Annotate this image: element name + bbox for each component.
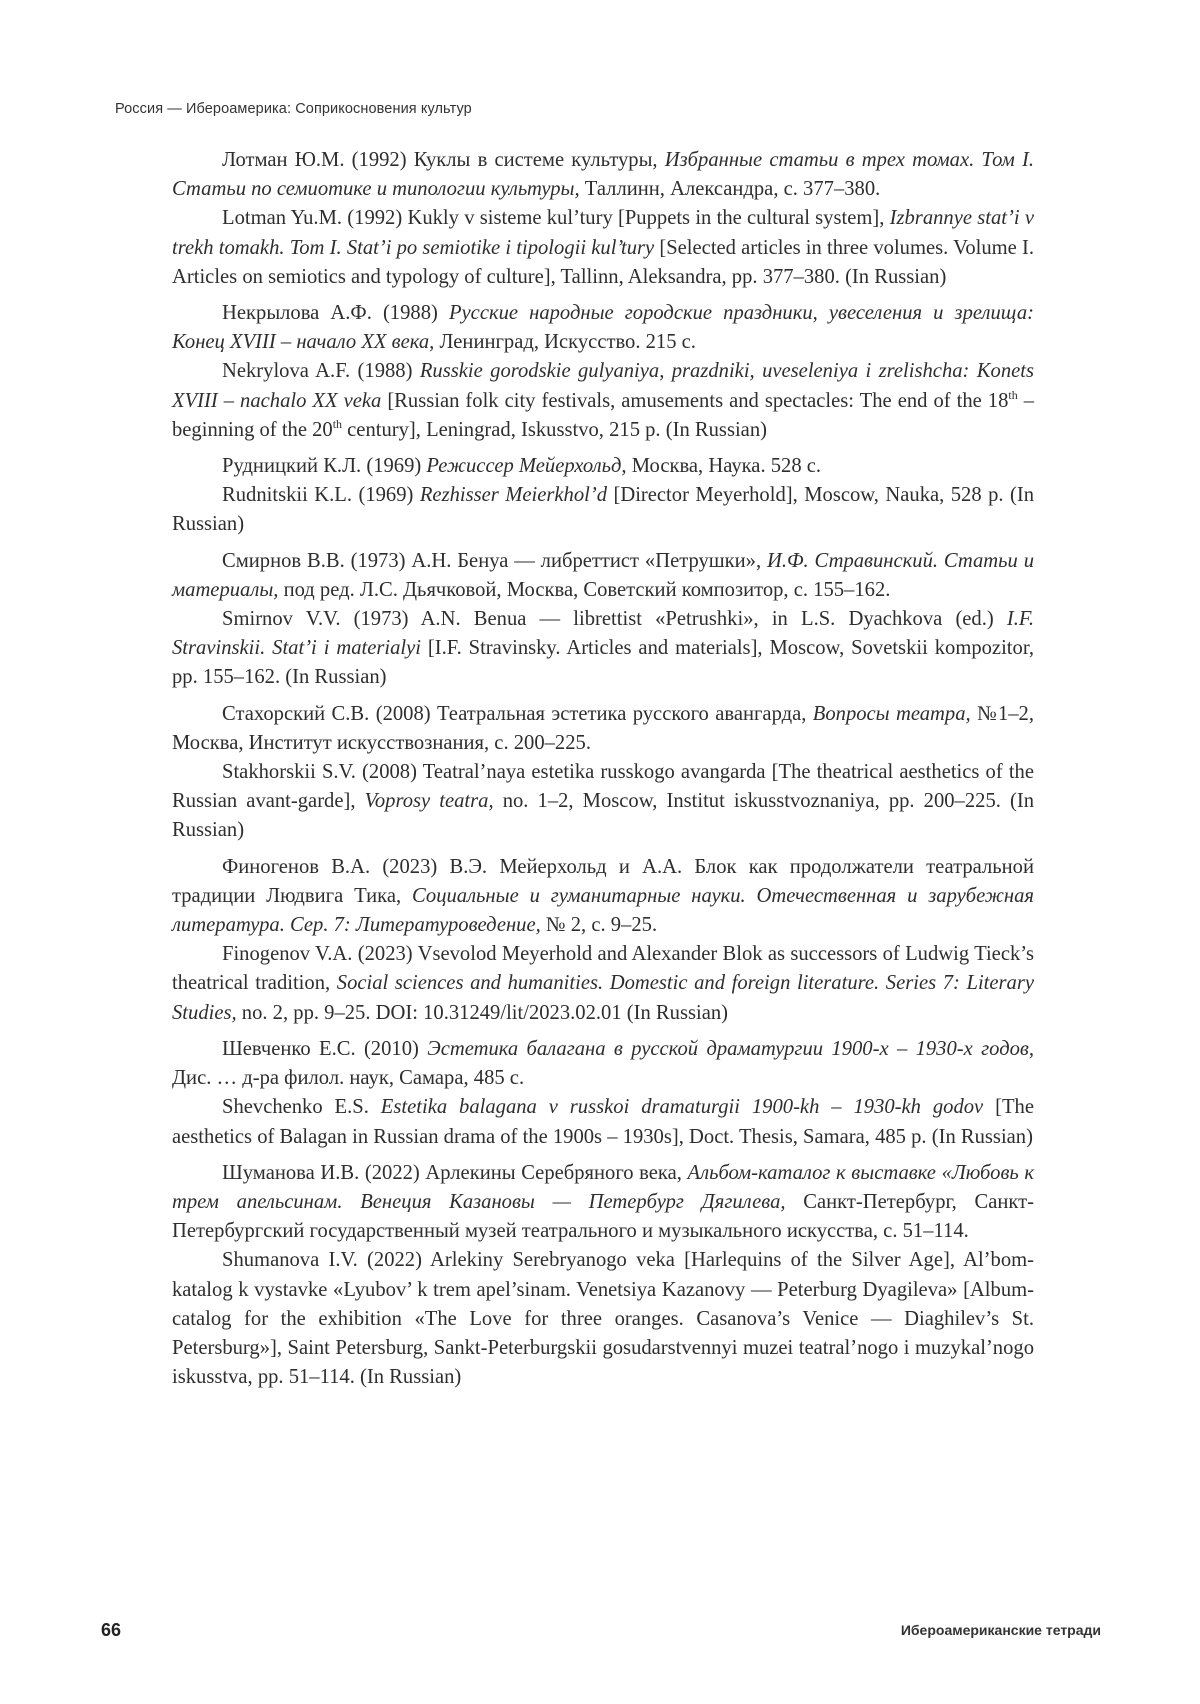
reference-group <box>172 547 1034 693</box>
reference-text: – beginning of the 20 <box>172 390 1034 441</box>
reference-text: Дис. … д-ра филол. наук, Самара, 485 с. <box>172 1067 524 1089</box>
reference-text: no. 1–2, Moscow, Institut iskusstvoznaniya, pp. 200–225. (In Russian) <box>172 790 1034 841</box>
reference-text: под ред. Л.С. Дьячковой, Москва, Советский композитор, с. 155–162. <box>278 579 890 601</box>
italic-title: Izbrannye stat’i v trekh tomakh. Tom I. Stat’i po semiotike i tipologii kul’tury <box>172 207 1034 258</box>
italic-title: Russkie gorodskie gulyaniya, prazdniki, uveseleniya i zrelishcha: Konets XVIII – nachalo XX veka <box>172 360 1034 411</box>
italic-title: Русские народные городские праздники, увеселения и зрелища: Конец XVIII – начало XX века, <box>172 302 1034 353</box>
italic-title: Estetika balagana v russkoi dramaturgii 1900-kh – 1930-kh godov <box>381 1096 983 1118</box>
superscript: th <box>1008 388 1017 402</box>
reference-group <box>172 700 1034 846</box>
reference-text: Shumanova I.V. (2022) Arlekiny Serebryanogo veka [Harlequins of the Silver Age], Al’bom-katalog k vystavke «Lyubov’ k trem apel’sinam. Venetsiya Kazanovy — Peterburg Dy­agileva» [Album-catalog for the exhibition «The Love for three oranges. Casanova’s Venice — Diaghilev’s St. Petersburg»], Saint Petersburg, Sankt-Peterburgskii gosudarstvennyi muzei tea­tral’nogo i muzykal’nogo iskusstva, pp. 51–114. (In Russian) <box>172 1249 1034 1388</box>
italic-title: Social sciences and humanities. Domestic and foreign literature. Se­ries 7: Literary Studies, <box>172 972 1034 1023</box>
reference-entry-transliterated <box>172 204 1034 292</box>
reference-text: Rudnitskii K.L. (1969) <box>222 484 420 506</box>
reference-group <box>172 299 1034 445</box>
reference-entry-transliterated <box>172 940 1034 1028</box>
reference-text: [I.F. Stravinsky. Articles and materials], Moscow, Sovetskii kompozitor, pp. 155–162. (In Russian) <box>172 637 1034 688</box>
reference-entry-original <box>172 1035 1034 1093</box>
italic-title: Вопросы театра, <box>813 703 971 725</box>
reference-text: Финогенов В.А. (2023) В.Э. Мейерхольд и А.А. Блок как продолжатели театральной традиции Людвига Тика, <box>172 856 1034 907</box>
italic-title: И.Ф. Стравинский. Статьи и материалы, <box>172 550 1034 601</box>
reference-entry-transliterated <box>172 605 1034 693</box>
reference-text: [Russian folk city festivals, amusements and spectacles: The end of the 18 <box>381 390 1008 412</box>
reference-text: Ленинград, Искусство. 215 с. <box>434 331 696 353</box>
italic-title: I.F. Stravinskii. Stat’i i materialyi <box>172 608 1034 659</box>
reference-entry-transliterated <box>172 357 1034 445</box>
reference-entry-original <box>172 547 1034 605</box>
reference-text: Шуманова И.В. (2022) Арлекины Серебряного века, <box>222 1162 688 1184</box>
reference-entry-original <box>172 146 1034 204</box>
reference-entry-original <box>172 1159 1034 1247</box>
reference-group <box>172 1035 1034 1152</box>
reference-text: Shevchenko E.S. <box>222 1096 381 1118</box>
reference-text: Lotman Yu.M. (1992) Kukly v sisteme kul’tury [Puppets in the cultural system], <box>222 207 890 229</box>
reference-text: no. 2, pp. 9–25. DOI: 10.31249/lit/2023.02.01 (In Russian) <box>237 1002 728 1024</box>
reference-group <box>172 1159 1034 1393</box>
reference-text: Лотман Ю.М. (1992) Куклы в системе культуры, <box>222 149 665 171</box>
reference-list <box>172 146 1034 1399</box>
reference-text: Рудницкий К.Л. (1969) <box>222 455 426 477</box>
italic-title: Режиссер Мейерхольд, <box>426 455 626 477</box>
italic-title: Альбом-каталог к выставке «Любовь к трем апельсинам. Венеция Казановы — Петербург Дягилева, <box>172 1162 1034 1213</box>
reference-entry-original <box>172 853 1034 941</box>
reference-text: [Selected articles in three vol­umes. Volume I. Articles on semiotics and typology of culture], Tallinn, Aleksandra, pp. 377–380. (In Russian) <box>172 237 1034 288</box>
reference-text: Nekrylova A.F. (1988) <box>222 360 420 382</box>
reference-text: №1–2, Москва, Институт искусствознания, с. 200–225. <box>172 703 1034 754</box>
journal-title: Ибероамериканские тетради <box>901 1622 1101 1638</box>
reference-text: Шевченко Е.С. (2010) <box>222 1038 427 1060</box>
reference-text: [Director Meyerhold], Moscow, Nauka, 528 p. (In Russian) <box>172 484 1034 535</box>
italic-title: Rezhisser Meierkhol’d <box>420 484 607 506</box>
reference-text: Москва, Наука. 528 с. <box>627 455 822 477</box>
italic-title: Социальные и гуманитарные науки. Отечественная и зарубежная литература. Сер. 7: Литературоведение, <box>172 885 1034 936</box>
reference-text: Смирнов В.В. (1973) А.Н. Бенуа — либреттист «Петрушки», <box>222 550 767 572</box>
reference-text: century], Leningrad, Iskusstvo, 215 p. (In Russian) <box>342 419 767 441</box>
reference-entry-transliterated <box>172 1246 1034 1392</box>
reference-entry-original <box>172 700 1034 758</box>
reference-text: Stakhorskii S.V. (2008) Teatral’naya estetika russkogo avangarda [The theatrical aesthet­ics of the Russian avant-garde], <box>172 761 1034 812</box>
reference-entry-transliterated <box>172 1093 1034 1151</box>
reference-text: Таллинн, Александра, с. 377–380. <box>580 178 881 200</box>
reference-text: Finogenov V.A. (2023) Vsevolod Meyerhold and Alexander Blok as successors of Ludwig Tieck’s theatrical tradition, <box>172 943 1034 994</box>
page-number: 66 <box>101 1620 121 1641</box>
reference-text: Санкт-Петербург, Санкт-Петербургский государственный музей театрального и музыкального искусства, с. 51–114. <box>172 1191 1034 1242</box>
italic-title: Voprosy teatra, <box>365 790 494 812</box>
reference-group <box>172 146 1034 292</box>
reference-entry-original <box>172 452 1034 481</box>
reference-entry-transliterated <box>172 481 1034 539</box>
italic-title: Избранные статьи в трех томах. Том I. Статьи по семиотике и типологии культуры, <box>172 149 1034 200</box>
reference-entry-transliterated <box>172 758 1034 846</box>
reference-group <box>172 853 1034 1028</box>
reference-text: Smirnov V.V. (1973) A.N. Benua — librettist «Petrushki», in L.S. Dyachkova (ed.) <box>222 608 1007 630</box>
superscript: th <box>333 417 342 431</box>
reference-text: № 2, с. 9–25. <box>541 914 657 936</box>
running-head: Россия — Ибероамерика: Соприкосновения культур <box>115 101 472 117</box>
italic-title: Эстетика балагана в русской драматургии 1900-х – 1930-х годов, <box>427 1038 1034 1060</box>
reference-text: Стахорский С.В. (2008) Театральная эстетика русского авангарда, <box>222 703 813 725</box>
reference-text: Некрылова А.Ф. (1988) <box>222 302 449 324</box>
reference-entry-original <box>172 299 1034 357</box>
reference-group <box>172 452 1034 540</box>
reference-text: [The aesthetics of Balagan in Russian drama of the 1900s – 1930s], Doct. Thesis, Samara, 485 p. (In Russian) <box>172 1096 1034 1147</box>
